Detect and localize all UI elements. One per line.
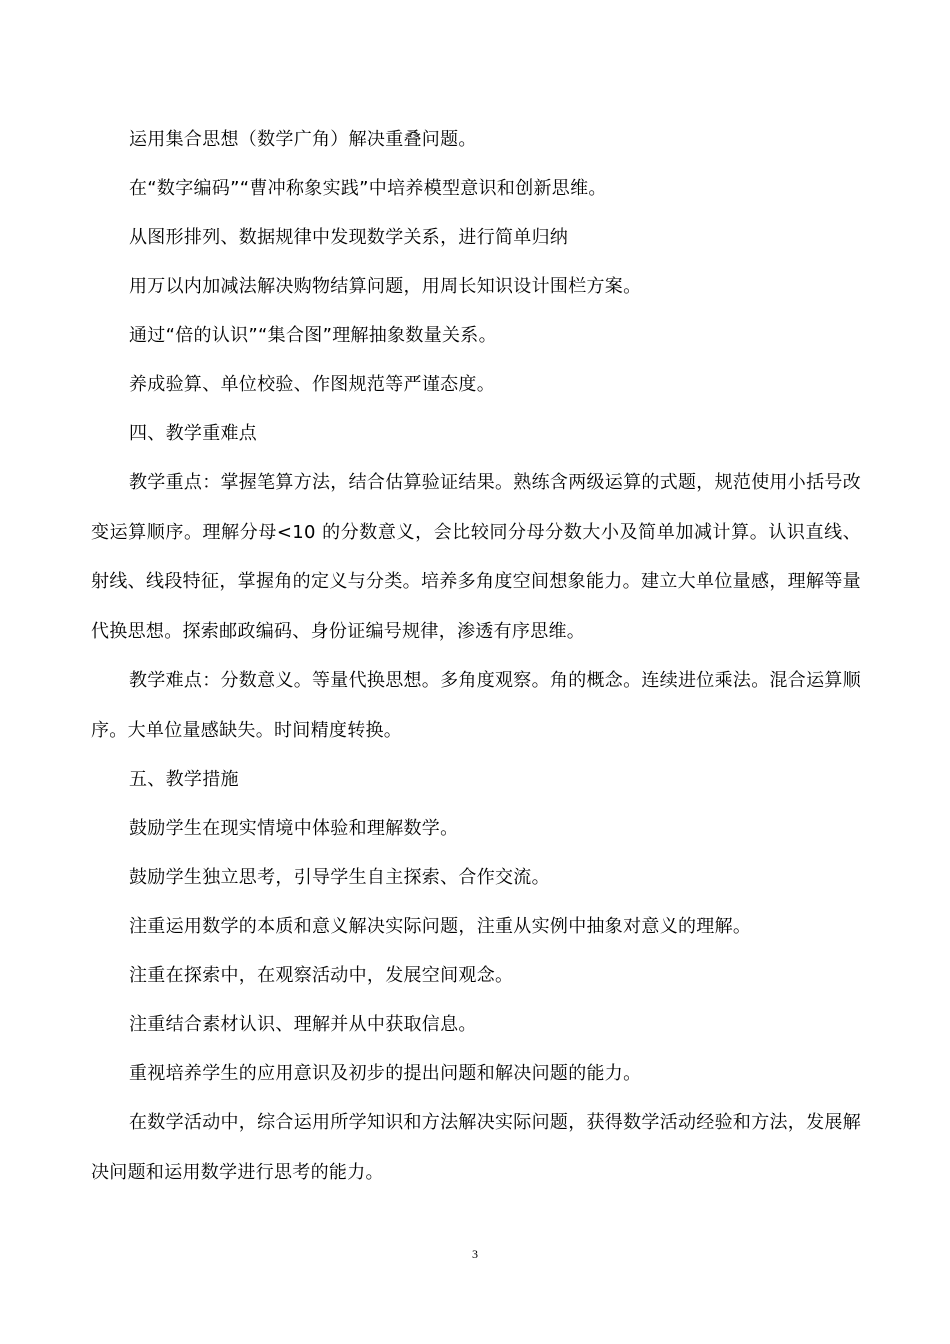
- paragraph-independent-thinking: 鼓励学生独立思考，引导学生自主探索、合作交流。: [129, 867, 550, 888]
- paragraph-set-thinking: 运用集合思想（数学广角）解决重叠问题。: [129, 129, 477, 150]
- paragraph-abstract-relations: 通过“倍的认识”“集合图”理解抽象数量关系。: [129, 325, 497, 346]
- paragraph-rigorous-attitude: 养成验算、单位校验、作图规范等严谨态度。: [129, 374, 495, 395]
- paragraph-shopping-problems: 用万以内加减法解决购物结算问题，用周长知识设计围栏方案。: [129, 276, 642, 297]
- paragraph-application-awareness: 重视培养学生的应用意识及初步的提出问题和解决问题的能力。: [129, 1063, 642, 1084]
- paragraph-information-gathering: 注重结合素材认识、理解并从中获取信息。: [129, 1014, 477, 1035]
- paragraph-pattern-discovery: 从图形排列、数据规律中发现数学关系，进行简单归纳: [129, 227, 569, 248]
- section-heading-measures: 五、教学措施: [129, 769, 239, 790]
- paragraph-spatial-concepts: 注重在探索中，在观察活动中，发展空间观念。: [129, 965, 514, 986]
- page-number: 3: [472, 1247, 478, 1261]
- paragraph-real-context: 鼓励学生在现实情境中体验和理解数学。: [129, 818, 459, 839]
- paragraph-math-activities: 在数学活动中，综合运用所学知识和方法解决实际问题，获得数学活动经验和方法，发展解决问题和运用数学进行思考的能力。: [91, 1112, 861, 1183]
- document-body: [91, 121, 861, 1203]
- paragraph-teaching-key-points: 教学重点：掌握笔算方法，结合估算验证结果。熟练含两级运算的式题，规范使用小括号改变运算顺序。理解分母<10 的分数意义，会比较同分母分数大小及简单加减计算。认识直线、射线、线段特征，掌握角的定义与分类。培养多角度空间想象能力。建立大单位量感，理解等量代换思想。探索邮政编码、身份证编号规律，渗透有序思维。: [91, 472, 861, 642]
- section-heading-key-points: 四、教学重难点: [129, 423, 258, 444]
- paragraph-practical-application: 注重运用数学的本质和意义解决实际问题，注重从实例中抽象对意义的理解。: [129, 916, 752, 937]
- paragraph-model-awareness: 在“数字编码”“曹冲称象实践”中培养模型意识和创新思维。: [129, 178, 607, 199]
- paragraph-teaching-difficulties: 教学难点：分数意义。等量代换思想。多角度观察。角的概念。连续进位乘法。混合运算顺序。大单位量感缺失。时间精度转换。: [91, 670, 861, 741]
